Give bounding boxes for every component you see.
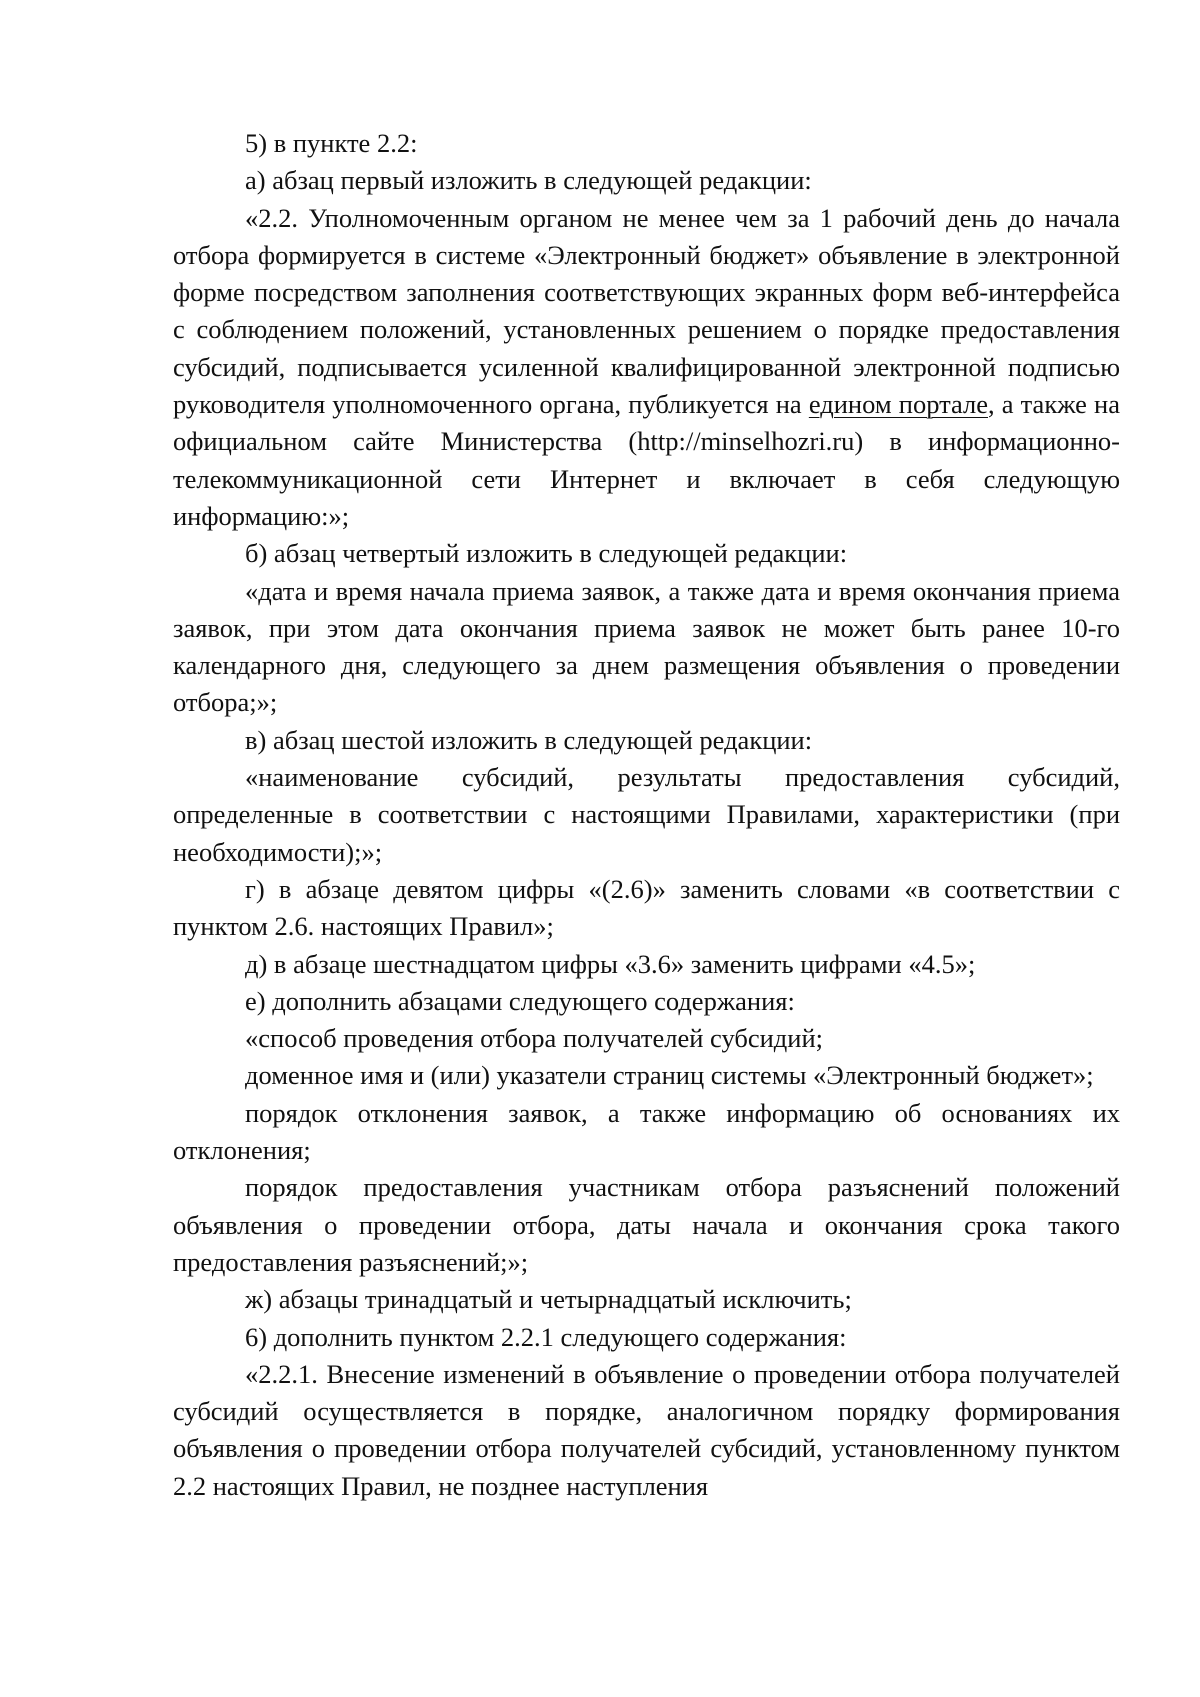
paragraph-clarifications: порядок предоставления участникам отбора разъяснений положений объявления о проведении отбора, даты начала и окончания срока такого предоставления разъяснений;»;	[173, 1172, 1120, 1277]
paragraph-domain-name: доменное имя и (или) указатели страниц системы «Электронный бюджет»;	[245, 1060, 1094, 1091]
paragraph-application-dates: «дата и время начала приема заявок, а также дата и время окончания приема заявок, при этом дата окончания приема заявок не может быть ранее 10-го календарного дня, следующего за днем размещения объявления о проведении отбора;»;	[173, 575, 1120, 718]
paragraph-subitem-v: в) абзац шестой изложить в следующей редакции:	[245, 724, 813, 755]
paragraph-subitem-b: б) абзац четвертый изложить в следующей редакции:	[245, 538, 848, 569]
unified-portal-link[interactable]: едином портале	[808, 389, 988, 420]
paragraph-item-5: 5) в пункте 2.2:	[245, 128, 418, 158]
paragraph-subitem-a: а) абзац первый изложить в следующей редакции:	[245, 165, 812, 196]
paragraph-subsidy-name: «наименование субсидий, результаты предоставления субсидий, определенные в соответствии с настоящими Правилами, характеристики (при необходимости);»;	[173, 762, 1120, 867]
paragraph-selection-method: «способ проведения отбора получателей субсидий;	[245, 1023, 823, 1054]
paragraph-rejection-order: порядок отклонения заявок, а также информацию об основаниях их отклонения;	[173, 1097, 1120, 1166]
paragraph-subitem-e: е) дополнить абзацами следующего содержания:	[245, 985, 795, 1016]
paragraph-subitem-g: г) в абзаце девятом цифры «(2.6)» заменить словами «в соответствии с пунктом 2.6. настоящих Правил»;	[173, 873, 1120, 942]
clause-2-2-text-end: , а также на официальном сайте Министерства (http://minselhozri.ru) в информационно-телекоммуникационной сети Интернет и включает в себя следующую информацию:»;	[173, 389, 1121, 531]
paragraph-clause-2-2	[173, 200, 1120, 536]
paragraph-subitem-d: д) в абзаце шестнадцатом цифры «3.6» заменить цифрами «4.5»;	[245, 948, 976, 979]
paragraph-subitem-zh: ж) абзацы тринадцатый и четырнадцатый исключить;	[245, 1284, 852, 1315]
clause-2-2-text-start: «2.2. Уполномоченным органом не менее чем за 1 рабочий день до начала отбора формируется в системе «Электронный бюджет» объявление в электронной форме посредством заполнения соответствующих экранных форм веб-интерфейса с соблюдением положений, установленных решением о порядке предоставления субсидий, подписывается усиленной квалифицированной электронной подписью руководителя уполномоченного органа, публикуется на	[173, 202, 1120, 420]
paragraph-item-6: 6) дополнить пунктом 2.2.1 следующего содержания:	[245, 1321, 847, 1352]
paragraph-clause-2-2-1: «2.2.1. Внесение изменений в объявление о проведении отбора получателей субсидий осуществляется в порядке, аналогичном порядку формирования объявления о проведении отбора получателей субсидий, установленному пунктом 2.2 настоящих Правил, не позднее наступления	[173, 1358, 1120, 1501]
document-body	[173, 125, 1120, 1505]
